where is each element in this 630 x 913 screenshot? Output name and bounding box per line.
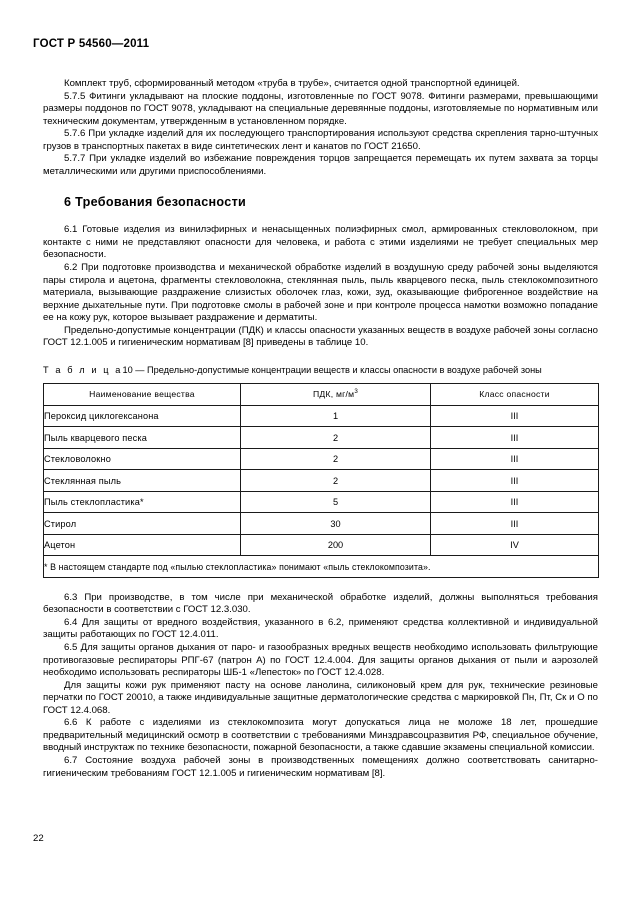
cell-substance-name: Пероксид циклогексанона — [44, 405, 241, 427]
page-header — [33, 38, 149, 50]
clause-6-4: 6.4 Для защиты от вредного воздействия, указанного в 6.2, применяют средства коллективной и индивидуальной защиты работающих по ГОСТ 12.4.011. — [43, 616, 598, 641]
column-header-hazard-class: Класс опасности — [431, 383, 599, 405]
document-body — [43, 78, 598, 780]
cell-pdk-value: 5 — [241, 491, 431, 513]
column-header-pdk — [241, 383, 431, 405]
table-10 — [43, 383, 599, 578]
standard-number: ГОСТ Р 54560—2011 — [33, 38, 150, 50]
paragraph-skin-protection: Для защиты кожи рук применяют пасту на основе ланолина, силиконовый крем для рук, технические резиновые перчатки по ГОСТ 20010, а также индивидуальные защитные дерматологические средства с маркировкой Пн, Пт, Ск и О по ГОСТ 12.4.068. — [43, 679, 598, 716]
cell-substance-name: Стирол — [44, 513, 241, 535]
column-header-name: Наименование вещества — [44, 383, 241, 405]
table-footnote-row — [44, 556, 599, 578]
clause-5-7-5: 5.7.5 Фитинги укладывают на плоские поддоны, изготовленные по ГОСТ 9078. Фитинги размерами, превышающими размеры поддонов по ГОСТ 9078, укладывают на специальные деревянные поддоны, изготовляемые по нормативным или техническим документам, утвержденным в установленном порядке. — [43, 90, 598, 127]
table-body — [44, 405, 599, 577]
cell-pdk-value: 2 — [241, 427, 431, 449]
cell-hazard-class: IV — [431, 534, 599, 556]
table-caption-number: 10 — [122, 364, 133, 375]
cell-substance-name: Пыль кварцевого песка — [44, 427, 241, 449]
cell-pdk-value: 200 — [241, 534, 431, 556]
clause-5-7-6: 5.7.6 При укладке изделий для их последующего транспортирования используют средства скрепления тарно-штучных грузов в транспортных пакетах в виде синтетических лент и канатов по ГОСТ 21650. — [43, 128, 598, 152]
cell-pdk-value: 30 — [241, 513, 431, 535]
clause-6-1: 6.1 Готовые изделия из винилэфирных и ненасыщенных полиэфирных смол, армированных стекловолокном, при контакте с ними не представляют опасности для человека, и работа с этими изделиями не требует специальных мер безопасности. — [43, 224, 598, 261]
post-table-content — [43, 592, 598, 780]
cell-pdk-value: 2 — [241, 448, 431, 470]
table-footnote: * В настоящем стандарте под «пылью стеклопластика» понимают «пыль стеклокомпозита». — [44, 556, 599, 578]
column-header-pdk-superscript: 3 — [354, 388, 359, 396]
page-number: 22 — [33, 833, 44, 844]
clause-6-3: 6.3 При производстве, в том числе при механической обработке изделий, должны выполняться требования безопасности в соответствии с ГОСТ 12.3.030. — [43, 591, 598, 616]
table-row — [44, 513, 599, 535]
cell-substance-name: Стеклянная пыль — [44, 470, 241, 492]
table-row — [44, 427, 599, 449]
table-row — [44, 534, 599, 556]
cell-hazard-class: III — [431, 491, 599, 513]
paragraph-pdk-intro: Предельно-допустимые концентрации (ПДК) и классы опасности указанных веществ в воздухе рабочей зоны согласно ГОСТ 12.1.005 и гигиеническим нормативам [8] приведены в таблице 10. — [43, 324, 598, 349]
clause-6-7: 6.7 Состояние воздуха рабочей зоны в производственных помещениях должно соответствовать санитарно-гигиеническим требованиям ГОСТ 12.1.005 и гигиеническим нормативам [8]. — [43, 754, 598, 779]
cell-hazard-class: III — [431, 513, 599, 535]
clause-6-2: 6.2 При подготовке производства и механической обработке изделий в воздушную среду рабочей зоны выделяются пары стирола и ацетона, фрагменты стекловолокна, стеклянная пыль, пыль кварцевого песка, пыль стеклокомпозитного материала, вызывающие раздражение слизистых оболочек глаз, кожи, зуд, оказывающие фиброгенное воздействие на верхние дыхательные пути. При подготовке смолы в рабочей зоне и при контроле процесса намотки возможно попадание ее на кожу рук, которое вызывает раздражение и дерматиты. — [43, 262, 598, 324]
table-row — [44, 491, 599, 513]
cell-pdk-value: 1 — [241, 405, 431, 427]
paragraph-intro: Комплект труб, сформированный методом «труба в трубе», считается одной транспортной единицей. — [64, 78, 520, 89]
table-caption-text: — Предельно-допустимые концентрации веществ и классы опасности в воздухе рабочей зоны — [135, 364, 542, 375]
table-row — [44, 470, 599, 492]
table-caption-label: Т а б л и ц а — [43, 364, 123, 375]
table-row — [44, 448, 599, 470]
cell-pdk-value: 2 — [241, 470, 431, 492]
section-6-heading: 6 Требования безопасности — [64, 195, 247, 210]
clause-5-7-7: 5.7.7 При укладке изделий во избежание повреждения торцов запрещается перемещать их путем захвата за торцы металлическими или другими приспособлениями. — [43, 153, 598, 177]
cell-hazard-class: III — [431, 427, 599, 449]
table-10-caption — [43, 364, 598, 376]
cell-substance-name: Пыль стеклопластика* — [44, 491, 241, 513]
cell-substance-name: Стекловолокно — [44, 448, 241, 470]
table-row — [44, 405, 599, 427]
table-header-row — [44, 383, 599, 405]
clause-6-6: 6.6 К работе с изделиями из стеклокомпозита могут допускаться лица не моложе 18 лет, прошедшие предварительный медицинский осмотр в соответствии с требованиями Минздравсоцразвития РФ, специальное обучение, вводный инструктаж по технике безопасности, пожарной безопасности, а также сдавшие экзамены специальной комиссии. — [43, 717, 598, 754]
clause-6-5: 6.5 Для защиты органов дыхания от паро- и газообразных вредных веществ необходимо использовать фильтрующие противогазовые респираторы РПГ-67 (патрон А) по ГОСТ 12.4.004. Для защиты органов дыхания от пыли и аэрозолей необходимо использовать респираторы ШБ-1 «Лепесток» по ГОСТ 12.4.028. — [43, 642, 598, 679]
column-header-pdk-text: ПДК, мг/м — [312, 389, 355, 400]
cell-hazard-class: III — [431, 470, 599, 492]
cell-hazard-class: III — [431, 448, 599, 470]
cell-hazard-class: III — [431, 405, 599, 427]
cell-substance-name: Ацетон — [44, 534, 241, 556]
